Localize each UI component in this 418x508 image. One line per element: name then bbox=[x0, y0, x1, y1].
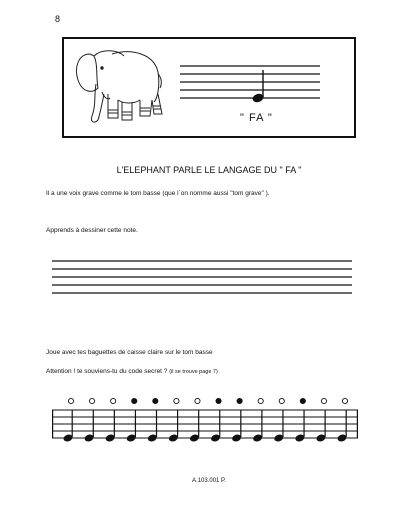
sticking-mark-filled bbox=[216, 398, 221, 403]
secret-code-hint: (il se trouve page 7) bbox=[169, 369, 218, 375]
secret-code-question bbox=[46, 369, 218, 376]
voice-description: Il a une voix grave comme le tom basse (que l`on nomme aussi "tom grave" ). bbox=[46, 190, 270, 197]
sticking-mark-open bbox=[258, 398, 263, 403]
sticking-mark-open bbox=[195, 398, 200, 403]
play-instruction: Joue avec tes baguettes de caisse claire sur le tom basse bbox=[46, 349, 213, 356]
page-number: 8 bbox=[55, 14, 61, 24]
page-title: L'ELEPHANT PARLE LE LANGAGE DU " FA " bbox=[116, 165, 302, 175]
sticking-mark-filled bbox=[153, 398, 158, 403]
sticking-mark-filled bbox=[237, 398, 242, 403]
sticking-mark-open bbox=[111, 398, 116, 403]
elephant-illustration bbox=[72, 44, 164, 132]
practice-staff bbox=[52, 259, 352, 297]
secret-code-text: Attention ! te souviens-tu du code secret ? bbox=[46, 368, 168, 375]
sticking-mark-open bbox=[174, 398, 179, 403]
sticking-mark-filled bbox=[300, 398, 305, 403]
draw-instruction: Apprends à dessiner cette note. bbox=[46, 227, 138, 234]
catalog-number: A.103.001 P. bbox=[192, 478, 226, 484]
note-name-label: " FA " bbox=[240, 112, 273, 124]
sticking-mark-open bbox=[342, 398, 347, 403]
sticking-mark-filled bbox=[132, 398, 137, 403]
sticking-mark-open bbox=[321, 398, 326, 403]
staff-with-fa-note bbox=[180, 62, 320, 106]
sticking-mark-open bbox=[68, 398, 73, 403]
sticking-mark-open bbox=[279, 398, 284, 403]
sticking-mark-open bbox=[89, 398, 94, 403]
rhythm-exercise bbox=[52, 396, 358, 446]
